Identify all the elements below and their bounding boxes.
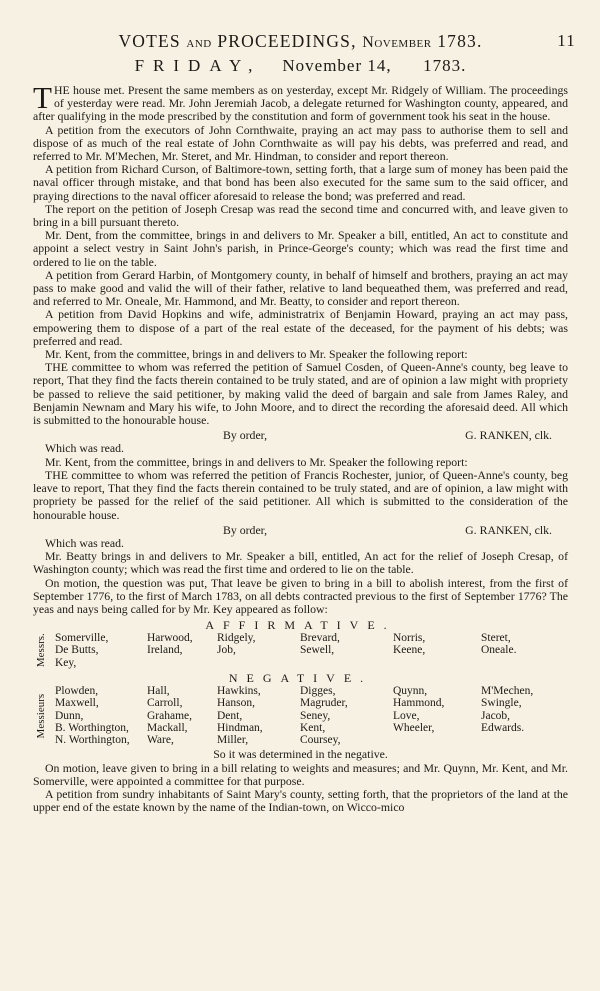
member-name: Norris, bbox=[393, 632, 426, 645]
signature-block-1 bbox=[33, 427, 568, 442]
paragraph-beatty-bill: Mr. Beatty brings in and delivers to Mr. Speaker a bill, entitled, An act for the relief of Joseph Cresap, of Washington county; which was read the first time and ordered to lie on the table. bbox=[33, 549, 568, 577]
paragraph-interest-motion: On motion, the question was put, That leave be given to bring in a bill to abolish interest, from the first of September 1776, to the first of March 1783, on all debts contracted previous to the first of September 1776? The yeas and nays being called for by Mr. Key appeared as follow: bbox=[33, 575, 568, 616]
side-label-text: Messieurs bbox=[34, 693, 47, 739]
member-name: B. Worthington, bbox=[55, 721, 129, 734]
member-name: Edwards. bbox=[481, 721, 525, 734]
proceedings-body bbox=[33, 80, 568, 815]
member-name: Miller, bbox=[217, 734, 249, 747]
header-month: November bbox=[362, 34, 432, 51]
member-name: Swingle, bbox=[481, 697, 522, 710]
signature-block-2 bbox=[33, 522, 568, 537]
affirmative-list bbox=[33, 632, 568, 669]
paragraph-curson-petition: A petition from Richard Curson, of Baltimore-town, setting forth, that a large sum of money has been paid the naval officer through mistake, and that bond has been also executed for the same sum to the said officer, and praying directions to the naval officer aforesaid to release the bond; was preferred and read. bbox=[33, 162, 568, 203]
member-name: Hall, bbox=[147, 685, 170, 698]
member-name: Maxwell, bbox=[55, 697, 99, 710]
day-name: FRIDAY, bbox=[134, 56, 262, 75]
member-name: Hindman, bbox=[217, 721, 263, 734]
member-name: Coursey, bbox=[300, 734, 341, 747]
member-name: Dunn, bbox=[55, 709, 84, 722]
running-header bbox=[33, 30, 576, 52]
member-name: Hanson, bbox=[217, 697, 256, 710]
member-name: Plowden, bbox=[55, 685, 99, 698]
vote-result: So it was determined in the negative. bbox=[213, 746, 388, 761]
member-name: Job, bbox=[217, 644, 236, 657]
member-name: Key, bbox=[55, 656, 77, 669]
paragraph-rochester-report: THE committee to whom was referred the petition of Francis Rochester, junior, of Queen-Anne's county, beg leave to report, That they find the facts therein contained to be truly stated, and are of opinion, a law might with propriety be passed for the relief of the said petitioner. All which is submitted to the consideration of the honourable house. bbox=[33, 467, 568, 522]
member-name bbox=[393, 734, 481, 746]
paragraph-harbin-petition: A petition from Gerard Harbin, of Montgomery county, in behalf of himself and brothers, praying an act may pass to make good and valid the will of their father, relative to land bequeathed them, was preferred and read, and referred to Mr. Oneale, Mr. Hammond, and Mr. Beatty, to consider and report thereon. bbox=[33, 267, 568, 309]
member-name: Hammond, bbox=[393, 697, 445, 710]
member-name: Jacob, bbox=[481, 709, 511, 722]
paragraph-weights-measures: On motion, leave given to bring in a bill relating to weights and measures; and Mr. Quynn, Mr. Kent, and Mr. Somerville, were appointed a committee for that purpose. bbox=[33, 760, 568, 788]
day-year: 1783. bbox=[423, 56, 467, 75]
member-name: Ridgely, bbox=[217, 632, 256, 645]
member-name: Quynn, bbox=[393, 685, 428, 698]
member-name bbox=[393, 657, 481, 669]
member-name: Wheeler, bbox=[393, 721, 435, 734]
paragraph-hopkins-petition: A petition from David Hopkins and wife, administratrix of Benjamin Howard, praying an act may pass, empowering them to dispose of a part of the real estate of the deceased, for the payment of his debts; was preferred and read. bbox=[33, 307, 568, 348]
paragraph-text: HE house met. Present the same members as on yesterday, except Mr. Ridgely of William. The proceedings of yesterday were read. Mr. John Jeremiah Jacob, a delegate returned for Washington county, appeared, and after qualifying in the mode prescribed by the constitution and form of government took his seat in the house. bbox=[33, 83, 568, 124]
member-name: Carroll, bbox=[147, 697, 183, 710]
affirmative-side-label bbox=[33, 632, 49, 669]
by-order: By order, bbox=[223, 428, 268, 443]
member-name: N. Worthington, bbox=[55, 734, 130, 747]
paragraph-house-met bbox=[33, 80, 568, 124]
member-name: M'Mechen, bbox=[481, 685, 534, 698]
clerk-signature: G. RANKEN, clk. bbox=[465, 522, 552, 537]
paragraph-cosden-report: THE committee to whom was referred the petition of Samuel Cosden, of Queen-Anne's county, beg leave to report, That they find the facts therein contained to be truly stated, and are of opinion a law might with propriety be passed to relieve the said petitioner, by making valid the deed of bargain and sale from James Raley, and Benjamin Newnam and Mary his wife, to John Moore, and to direct the recording the aforesaid deed. All which is submitted to the honourable house. bbox=[33, 360, 568, 428]
drop-cap: T bbox=[33, 80, 52, 115]
member-name: De Butts, bbox=[55, 644, 99, 657]
paragraph-cresap-report: The report on the petition of Joseph Cresap was read the second time and concurred with, and leave given to bring in a bill pursuant thereto. bbox=[33, 201, 568, 230]
which-was-read: Which was read. bbox=[45, 535, 124, 550]
day-date: November 14, bbox=[282, 56, 392, 75]
side-label-text: Messrs. bbox=[34, 633, 47, 668]
member-name: Sewell, bbox=[300, 644, 335, 657]
member-name: Dent, bbox=[217, 709, 243, 722]
member-name: Ware, bbox=[147, 734, 174, 747]
member-name: Seney, bbox=[300, 709, 331, 722]
day-heading bbox=[33, 52, 568, 80]
paragraph-dent-bill: Mr. Dent, from the committee, brings in and delivers to Mr. Speaker a bill, entitled, An act to constitute and appoint a select vestry in Saint John's parish, in Prince-George's county; which was read the first time and ordered to lie on the table. bbox=[33, 228, 568, 269]
negative-list bbox=[33, 685, 568, 746]
header-proceedings: PROCEEDINGS, bbox=[217, 31, 357, 51]
member-name: Keene, bbox=[393, 644, 426, 657]
by-order: By order, bbox=[223, 522, 268, 537]
member-name: Magruder, bbox=[300, 697, 348, 710]
paragraph-kent-report-1: Mr. Kent, from the committee, brings in and delivers to Mr. Speaker the following report: bbox=[45, 347, 468, 362]
member-name bbox=[300, 657, 393, 669]
member-name: Mackall, bbox=[147, 721, 188, 734]
affirmative-heading: AFFIRMATIVE. bbox=[205, 618, 396, 633]
member-name bbox=[481, 657, 571, 669]
header-votes: VOTES bbox=[118, 31, 181, 51]
member-name: Kent, bbox=[300, 721, 326, 734]
header-and: and bbox=[186, 34, 212, 51]
member-name: Hawkins, bbox=[217, 685, 261, 698]
negative-heading: NEGATIVE. bbox=[228, 671, 373, 686]
clerk-signature: G. RANKEN, clk. bbox=[465, 428, 552, 443]
member-name: Harwood, bbox=[147, 632, 193, 645]
page-number: 11 bbox=[557, 31, 576, 50]
paragraph-kent-report-2: Mr. Kent, from the committee, brings in and delivers to Mr. Speaker the following report: bbox=[45, 454, 468, 469]
member-name: Love, bbox=[393, 709, 420, 722]
member-name bbox=[481, 734, 571, 746]
member-name: Digges, bbox=[300, 685, 336, 698]
member-name bbox=[147, 657, 217, 669]
paragraph-cornthwaite-petition: A petition from the executors of John Cornthwaite, praying an act may pass to authorise them to sell and dispose of as much of the real estate of John Cornthwaite as will pay his debts, was preferred and read, and referred to Mr. M'Mechen, Mr. Steret, and Mr. Hindman, to consider and report thereon. bbox=[33, 122, 568, 164]
header-year: 1783. bbox=[437, 31, 483, 51]
negative-side-label bbox=[33, 685, 49, 746]
member-name: Somerville, bbox=[55, 632, 109, 645]
member-name: Oneale. bbox=[481, 644, 517, 657]
which-was-read: Which was read. bbox=[45, 441, 124, 456]
member-name bbox=[217, 657, 300, 669]
member-name: Brevard, bbox=[300, 632, 340, 645]
paragraph-saint-marys-petition: A petition from sundry inhabitants of Saint Mary's county, setting forth, that the proprietors of the land at the upper end of the estate known by the name of the Indian-town, on Wicco-mico bbox=[33, 787, 568, 815]
member-name: Ireland, bbox=[147, 644, 183, 657]
member-name: Steret, bbox=[481, 632, 511, 645]
member-name: Grahame, bbox=[147, 709, 193, 722]
